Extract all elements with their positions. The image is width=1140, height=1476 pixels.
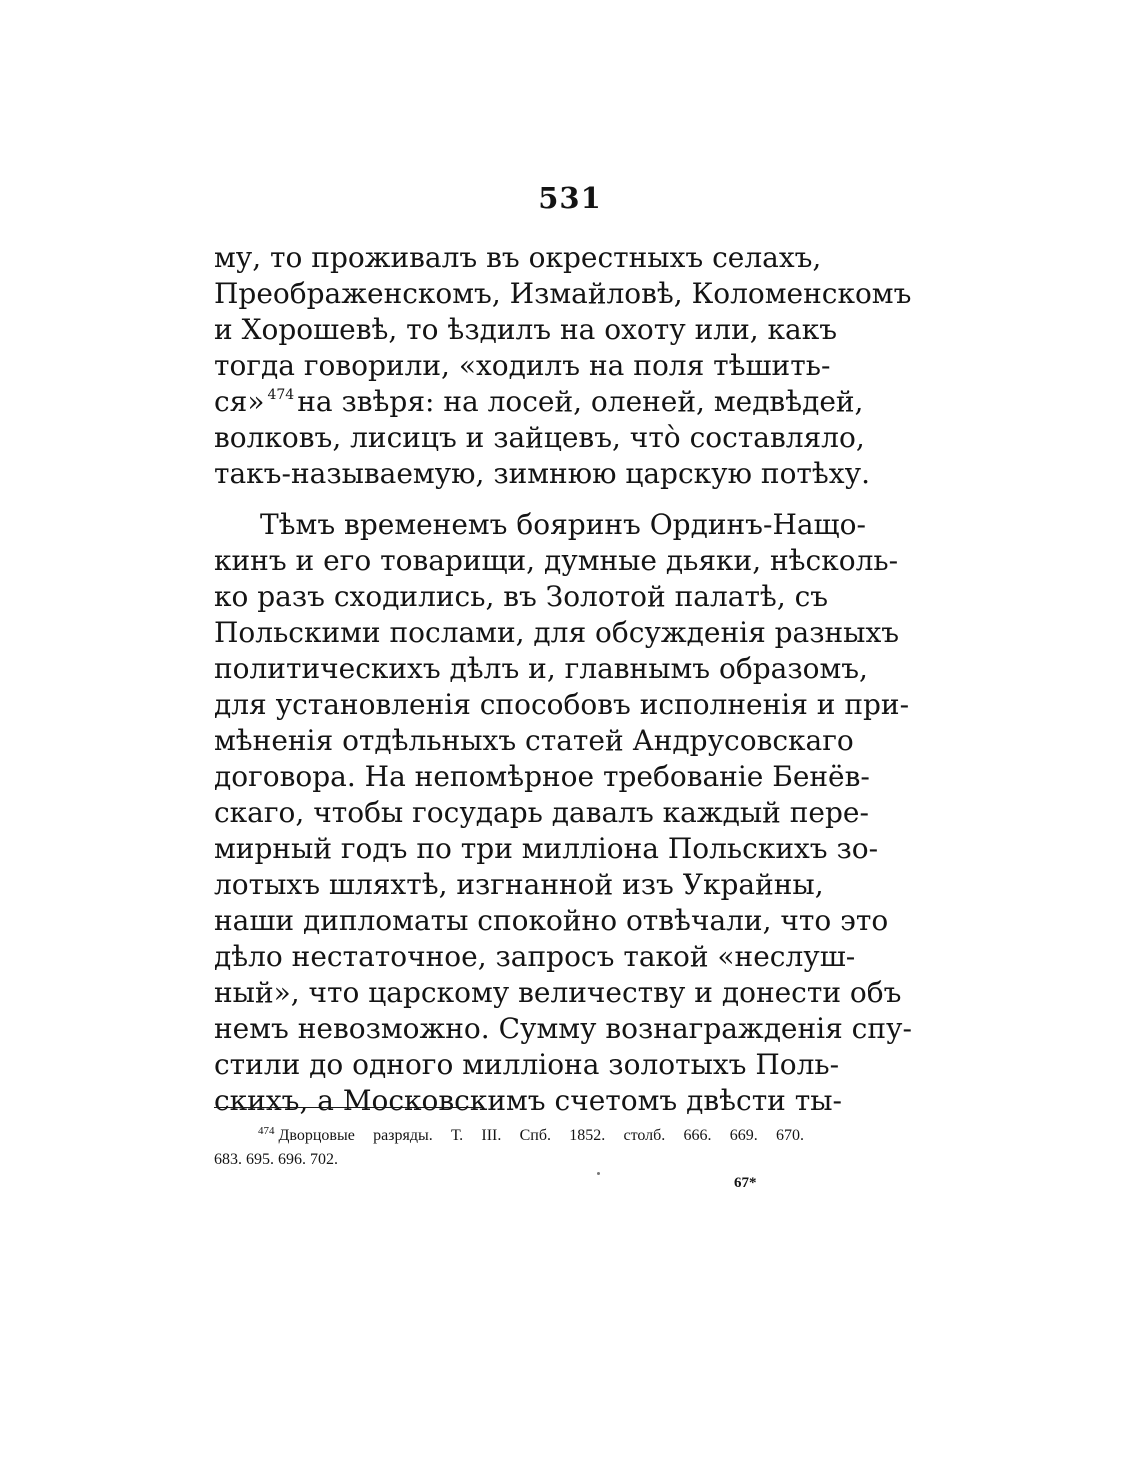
body-text <box>214 240 912 1119</box>
text-segment: на звѣря: на лосей, оленей, медвѣдей, <box>297 385 864 418</box>
text-segment: ся» <box>214 385 265 418</box>
footnote-line: 683. 695. 696. 702. <box>214 1151 338 1168</box>
text-line: такъ-называемую, зимнюю царскую потѣху. <box>214 457 870 490</box>
signature-mark: 67* <box>734 1175 757 1191</box>
text-line: ко разъ сходились, въ Золотой палатѣ, съ <box>214 580 829 613</box>
print-speck <box>597 1172 600 1175</box>
paragraph <box>214 240 912 492</box>
footnote-divider <box>214 1107 484 1108</box>
text-line: волковъ, лисицъ и зайцевъ, что̀ составляло, <box>214 421 865 454</box>
text-line: тогда говорили, «ходилъ на поля тѣшить- <box>214 349 831 382</box>
text-line: мирный годъ по три милліона Польскихъ зо- <box>214 832 879 865</box>
text-line: мѣненія отдѣльныхъ статей Андрусовскаго <box>214 724 854 757</box>
text-line: стили до одного милліона золотыхъ Поль- <box>214 1048 840 1081</box>
text-line: скихъ, а Московскимъ счетомъ двѣсти ты- <box>214 1084 842 1117</box>
text-line: скаго, чтобы государь давалъ каждый пере- <box>214 796 869 829</box>
footnote-line <box>214 1124 804 1148</box>
text-line: и Хорошевѣ, то ѣздилъ на охоту или, какъ <box>214 313 838 346</box>
footnote-marker: 474 <box>258 1125 275 1137</box>
footnote-text: Дворцовые разряды. Т. III. Спб. 1852. столб. 666. 669. 670. <box>278 1127 804 1144</box>
text-line: Преображенскомъ, Измайловѣ, Коломенскомъ <box>214 277 912 310</box>
text-line: договора. На непомѣрное требованіе Бенёв- <box>214 760 870 793</box>
text-line: политическихъ дѣлъ и, главнымъ образомъ, <box>214 652 868 685</box>
text-line: ный», что царскому величеству и донести объ <box>214 976 902 1009</box>
page-number: 531 <box>538 181 602 215</box>
text-line: дѣло нестаточное, запросъ такой «неслуш- <box>214 940 856 973</box>
text-line: му, то проживалъ въ окрестныхъ селахъ, <box>214 241 822 274</box>
paragraph-spacer <box>214 492 804 507</box>
text-line: Польскими послами, для обсужденія разныхъ <box>214 616 900 649</box>
paragraph <box>214 507 912 1119</box>
footnote-reference[interactable]: 474 <box>267 387 295 403</box>
text-line: кинъ и его товарищи, думные дьяки, нѣсколь- <box>214 544 899 577</box>
text-line: наши дипломаты спокойно отвѣчали, что это <box>214 904 889 937</box>
footnotes <box>214 1124 804 1172</box>
text-line: немъ невозможно. Сумму вознагражденія спу- <box>214 1012 912 1045</box>
text-line: для установленія способовъ исполненія и при- <box>214 688 910 721</box>
text-line <box>214 384 864 420</box>
text-line: Тѣмъ временемъ бояринъ Ординъ-Нащо- <box>260 508 866 541</box>
text-line: лотыхъ шляхтѣ, изгнанной изъ Украйны, <box>214 868 824 901</box>
